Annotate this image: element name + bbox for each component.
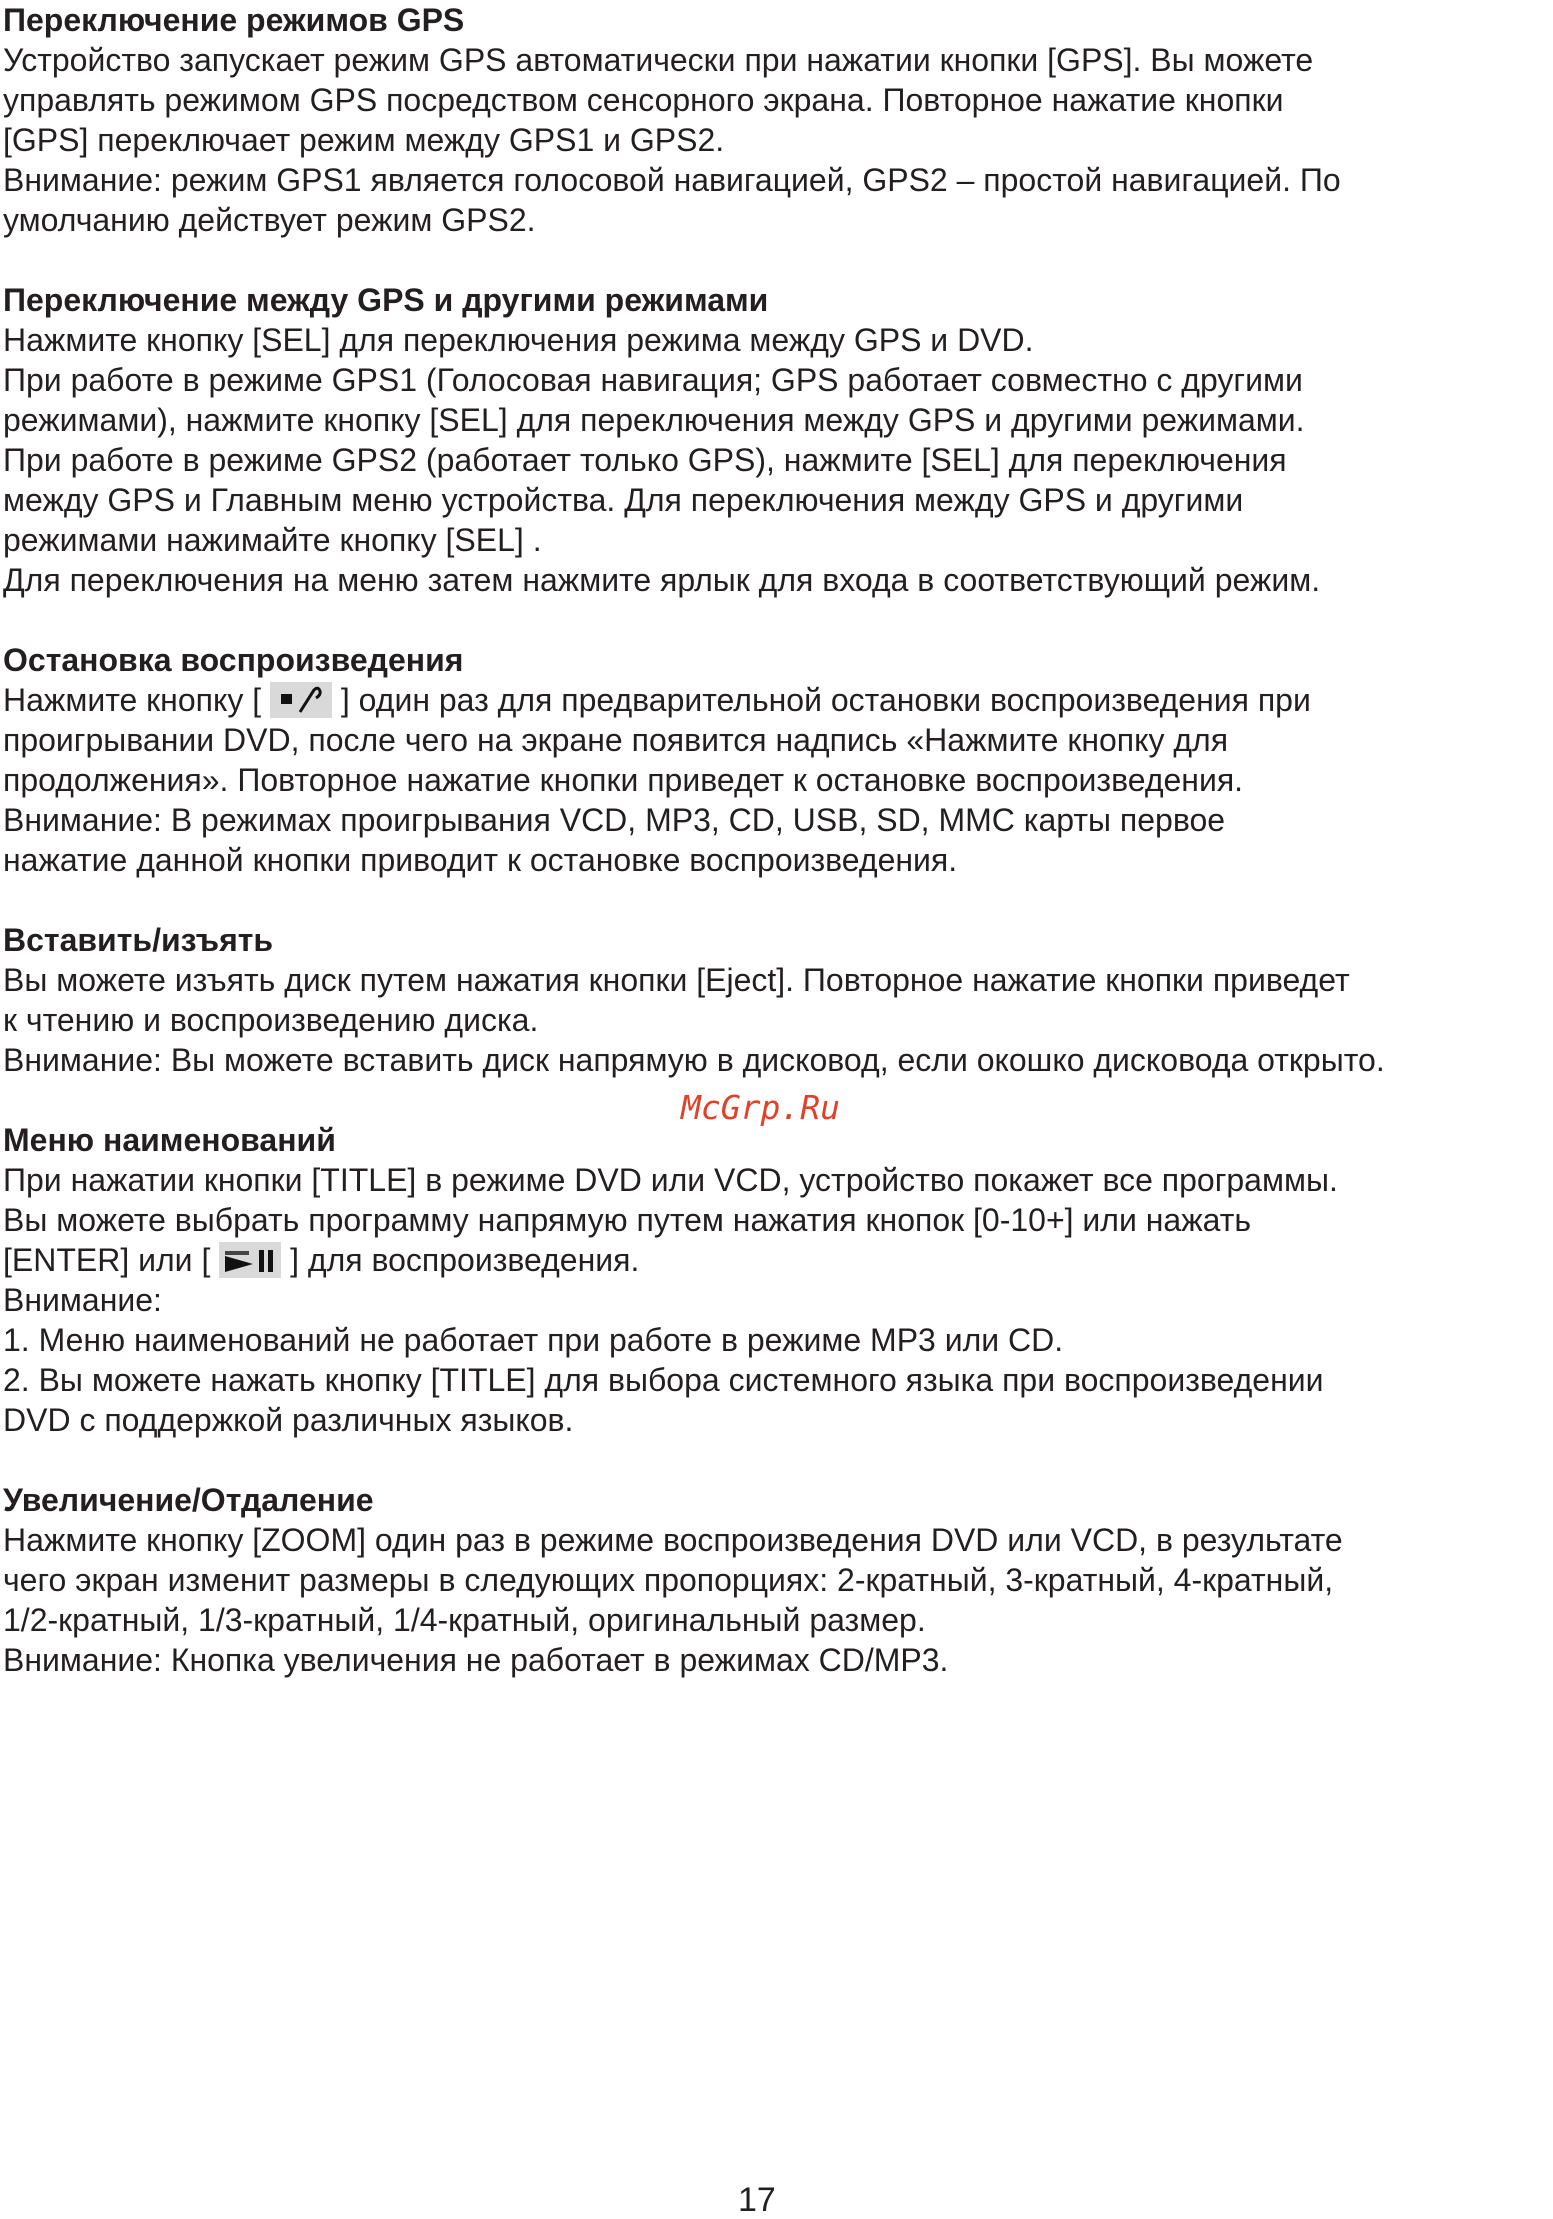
paragraph-line: между GPS и Главным меню устройства. Для переключения между GPS и другими (3, 482, 1244, 518)
page-number: 17 (738, 2181, 776, 2219)
paragraph-line: режимами нажимайте кнопку [SEL] . (3, 522, 542, 558)
paragraph-line: [GPS] переключает режим между GPS1 и GPS2. (3, 122, 725, 158)
paragraph-line: Внимание: режим GPS1 является голосовой навигацией, GPS2 – простой навигацией. По (3, 162, 1341, 198)
section-heading: Меню наименований (3, 1122, 336, 1158)
paragraph-line: 1/2-кратный, 1/3-кратный, 1/4-кратный, оригинальный размер. (3, 1602, 926, 1638)
section-heading: Увеличение/Отдаление (3, 1482, 374, 1518)
paragraph-line: Нажмите кнопку [ZOOM] один раз в режиме воспроизведения DVD или VCD, в результате (3, 1522, 1343, 1558)
paragraph-line (3, 680, 1551, 720)
text-run: Нажмите кнопку [ (3, 682, 270, 718)
paragraph-line: 1. Меню наименований не работает при работе в режиме MP3 или CD. (3, 1322, 1064, 1358)
paragraph-line: При работе в режиме GPS1 (Голосовая навигация; GPS работает совместно с другими (3, 362, 1303, 398)
paragraph-line: При работе в режиме GPS2 (работает только GPS), нажмите [SEL] для переключения (3, 442, 1287, 478)
paragraph-line: Внимание: Кнопка увеличения не работает в режимах CD/MP3. (3, 1642, 949, 1678)
play-pause-icon (219, 1242, 281, 1278)
text-run: [ENTER] или [ (3, 1242, 220, 1278)
section-title-menu (3, 1120, 1551, 1440)
paragraph-line: Внимание: В режимах проигрывания VCD, MP3, CD, USB, SD, MMC карты первое (3, 802, 1226, 838)
paragraph-line: управлять режимом GPS посредством сенсорного экрана. Повторное нажатие кнопки (3, 82, 1284, 118)
paragraph-line: Для переключения на меню затем нажмите ярлык для входа в соответствующий режим. (3, 562, 1321, 598)
text-run: ] для воспроизведения. (281, 1242, 640, 1278)
section-heading: Переключение между GPS и другими режимами (3, 282, 769, 318)
page-content (3, 0, 1551, 1680)
paragraph-line: умолчанию действует режим GPS2. (3, 202, 536, 238)
paragraph-line: Внимание: Вы можете вставить диск напрямую в дисковод, если окошко дисковода открыто. (3, 1042, 1385, 1078)
section-heading: Вставить/изъять (3, 922, 274, 958)
paragraph-line: режимами), нажмите кнопку [SEL] для переключения между GPS и другими режимами. (3, 402, 1305, 438)
paragraph-line: Вы можете изъять диск путем нажатия кнопки [Eject]. Повторное нажатие кнопки приведет (3, 962, 1350, 998)
paragraph-line: Внимание: (3, 1282, 162, 1318)
paragraph-line: При нажатии кнопки [TITLE] в режиме DVD или VCD, устройство покажет все программы. (3, 1162, 1338, 1198)
paragraph-line: Устройство запускает режим GPS автоматически при нажатии кнопки [GPS]. Вы можете (3, 42, 1314, 78)
section-zoom (3, 1480, 1551, 1680)
section-insert-eject (3, 920, 1551, 1080)
text-run: ] один раз для предварительной остановки воспроизведения при (332, 682, 1311, 718)
watermark: McGrp.Ru (681, 1088, 840, 1127)
section-gps-other-modes (3, 280, 1551, 600)
paragraph-line: к чтению и воспроизведению диска. (3, 1002, 539, 1038)
section-heading: Остановка воспроизведения (3, 642, 464, 678)
section-stop-playback (3, 640, 1551, 880)
section-gps-modes (3, 0, 1551, 240)
paragraph-line: чего экран изменит размеры в следующих пропорциях: 2-кратный, 3-кратный, 4-кратный, (3, 1562, 1334, 1598)
stop-return-icon (270, 682, 332, 718)
paragraph-line: проигрывании DVD, после чего на экране появится надпись «Нажмите кнопку для (3, 722, 1229, 758)
section-heading: Переключение режимов GPS (3, 2, 465, 38)
paragraph-line: DVD с поддержкой различных языков. (3, 1402, 574, 1438)
paragraph-line: Вы можете выбрать программу напрямую путем нажатия кнопок [0-10+] или нажать (3, 1202, 1252, 1238)
paragraph-line (3, 1240, 1551, 1280)
paragraph-line: 2. Вы можете нажать кнопку [TITLE] для выбора системного языка при воспроизведении (3, 1362, 1324, 1398)
paragraph-line: продолжения». Повторное нажатие кнопки приведет к остановке воспроизведения. (3, 762, 1244, 798)
paragraph-line: Нажмите кнопку [SEL] для переключения режима между GPS и DVD. (3, 322, 1034, 358)
paragraph-line: нажатие данной кнопки приводит к остановке воспроизведения. (3, 842, 958, 878)
